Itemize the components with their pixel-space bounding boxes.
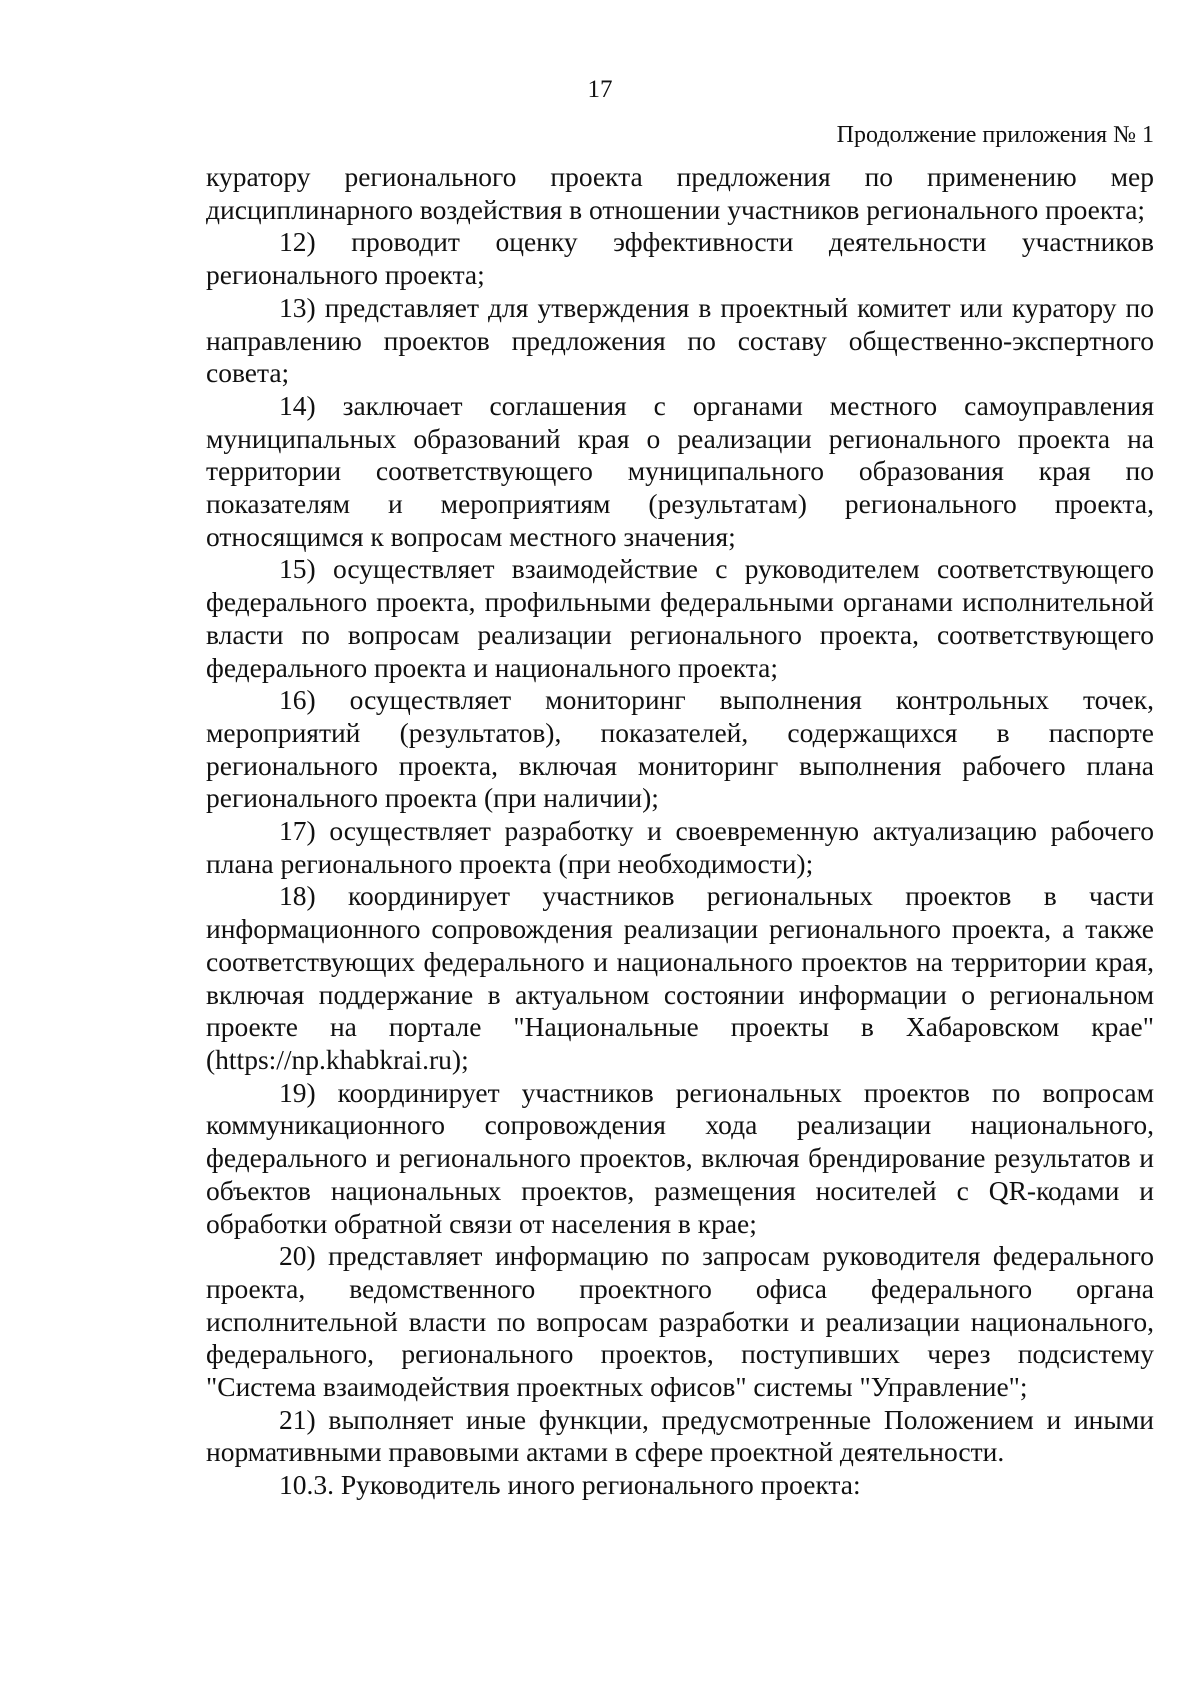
paragraph-item-18: 18) координирует участников региональных проектов в части информационного сопровождения реализации регионального проекта, а также соответствующих федерального и национального проектов на территории края, включая поддержание в актуальном состоянии информации о региональном проекте на портале "Национальные проекты в Хабаровском крае" (https://np.khabkrai.ru); <box>206 880 1154 1075</box>
paragraph-item-13: 13) представляет для утверждения в проектный комитет или куратору по направлению проектов предложения по составу общественно-экспертного совета; <box>206 291 1154 389</box>
paragraph-item-19: 19) координирует участников региональных проектов по вопросам коммуникационного сопровождения хода реализации национального, федерального и регионального проектов, включая брендирование результатов и объектов национальных проектов, размещения носителей с QR-кодами и обработки обратной связи от населения в крае; <box>206 1076 1154 1239</box>
paragraph-continuation: куратору регионального проекта предложения по применению мер дисциплинарного воздействия в отношении участников регионального проекта; <box>206 161 1154 225</box>
paragraph-item-16: 16) осуществляет мониторинг выполнения контрольных точек, мероприятий (результатов), показателей, содержащихся в паспорте регионального проекта, включая мониторинг выполнения рабочего плана регионального проекта (при наличии); <box>206 684 1154 814</box>
document-body <box>206 161 1154 1502</box>
paragraph-item-15: 15) осуществляет взаимодействие с руководителем соответствующего федерального проекта, профильными федеральными органами исполнительной власти по вопросам реализации регионального проекта, соответствующего федерального проекта и национального проекта; <box>206 553 1154 683</box>
paragraph-item-17: 17) осуществляет разработку и своевременную актуализацию рабочего плана регионального проекта (при необходимости); <box>206 815 1154 879</box>
paragraph-item-14: 14) заключает соглашения с органами местного самоуправления муниципальных образований края о реализации регионального проекта на территории соответствующего муниципального образования края по показателям и мероприятиям (результатам) регионального проекта, относящимся к вопросам местного значения; <box>206 389 1154 552</box>
section-heading-10-3: 10.3. Руководитель иного регионального проекта: <box>279 1469 861 1501</box>
appendix-continuation-note: Продолжение приложения № 1 <box>836 122 1154 148</box>
paragraph-item-12: 12) проводит оценку эффективности деятельности участников регионального проекта; <box>206 226 1154 291</box>
paragraph-item-21: 21) выполняет иные функции, предусмотренные Положением и иными нормативными правовыми актами в сфере проектной деятельности. <box>206 1403 1154 1468</box>
page-number: 17 <box>587 76 613 103</box>
paragraph-item-20: 20) представляет информацию по запросам руководителя федерального проекта, ведомственного проектного офиса федерального органа исполнительной власти по вопросам разработки и реализации национального, федерального, регионального проектов, поступивших через подсистему "Система взаимодействия проектных офисов" системы "Управление"; <box>206 1240 1154 1403</box>
